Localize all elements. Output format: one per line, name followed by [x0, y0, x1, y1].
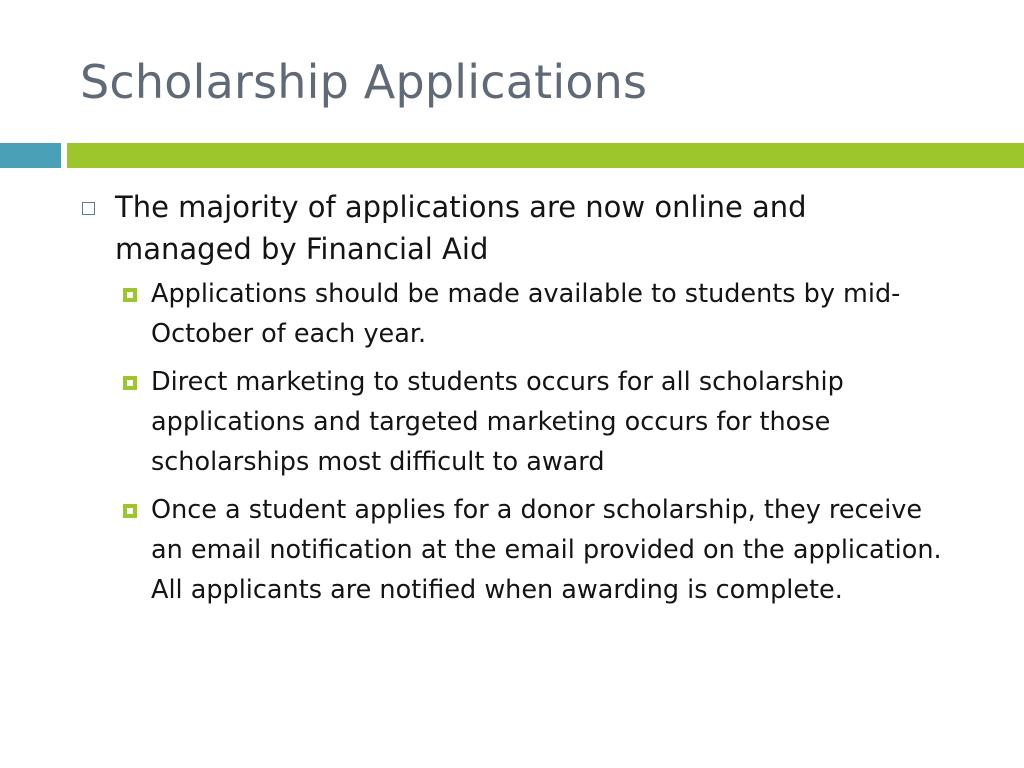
bullet-level2-text: Once a student applies for a donor scholarship, they receive an email notification at the email provided on the application. All applicants are notified when awarding is complete. [151, 495, 942, 605]
bullet-level1-item [115, 186, 935, 270]
green-square-bullet-icon [123, 504, 137, 518]
bullet-level2-text: Applications should be made available to students by mid-October of each year. [151, 279, 901, 349]
bullet-level2-list [0, 274, 1024, 610]
bullet-level2-item [151, 274, 951, 354]
slide-title: Scholarship Applications [80, 55, 648, 109]
bullet-level2-item [151, 362, 951, 482]
bullet-level2-text: Direct marketing to students occurs for all scholarship applications and targeted marketing occurs for those scholarships most difficult to award [151, 367, 844, 477]
bullet-level1-text: The majority of applications are now online and managed by Financial Aid [115, 190, 807, 266]
title-rule-green [67, 143, 1024, 168]
slide-content [0, 186, 1024, 618]
green-square-bullet-icon [123, 288, 137, 302]
green-square-bullet-icon [123, 376, 137, 390]
bullet-level2-item [151, 490, 951, 610]
hollow-square-bullet-icon [82, 202, 95, 215]
title-rule-teal [0, 143, 61, 168]
